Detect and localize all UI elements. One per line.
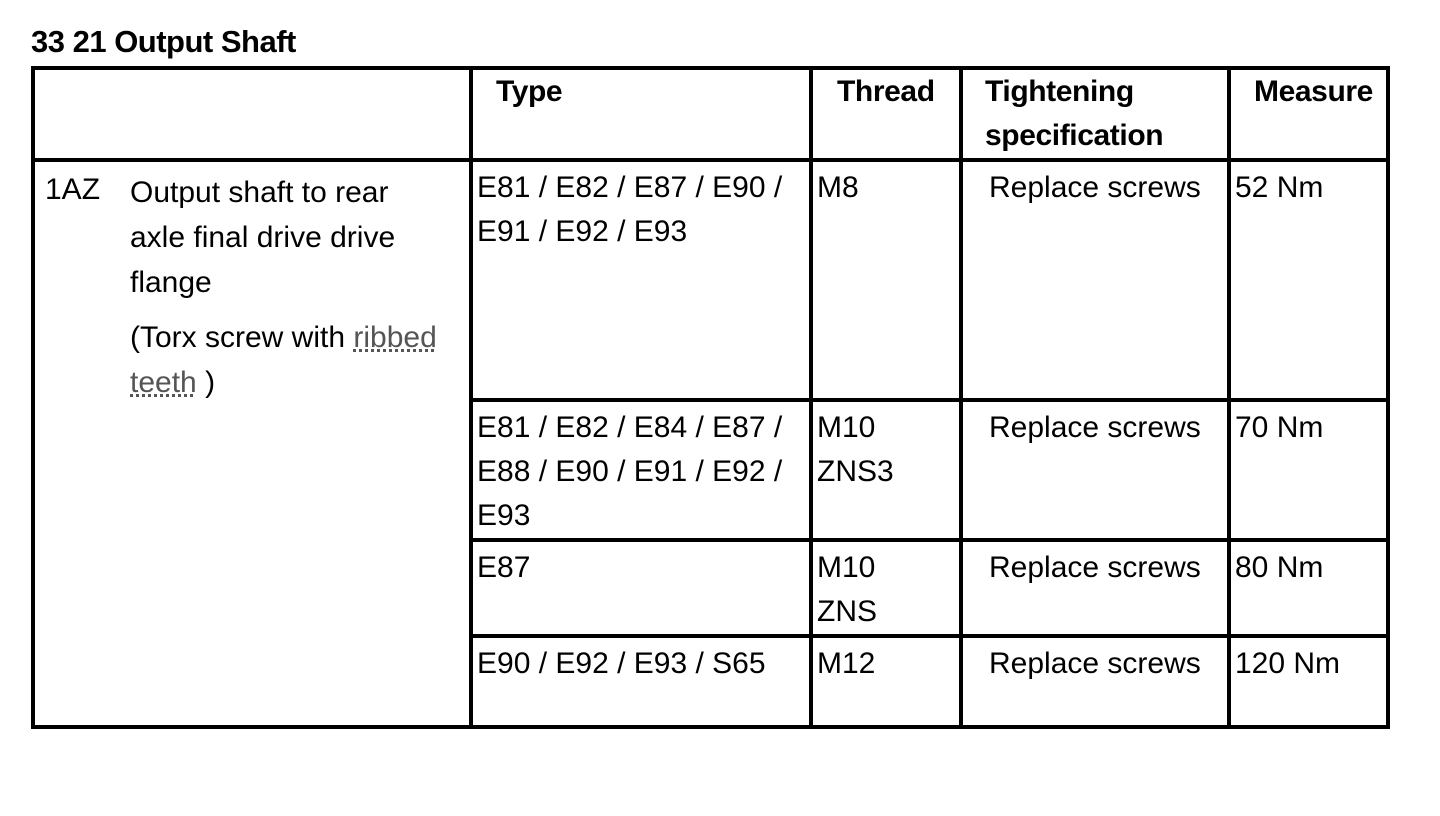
thread-line1: M10 <box>817 551 876 584</box>
note-suffix: ) <box>196 366 216 399</box>
thread-cell <box>811 540 961 636</box>
header-component <box>33 68 471 160</box>
thread-line2: ZNS <box>817 595 877 628</box>
measure-cell: 52 Nm <box>1229 160 1388 400</box>
header-tightening <box>961 68 1229 160</box>
thread-line1: M10 <box>817 411 876 444</box>
measure-cell: 80 Nm <box>1229 540 1388 636</box>
torque-spec-table <box>31 66 1390 729</box>
header-tightening-line1: Tightening <box>985 75 1134 108</box>
header-tightening-line2: specification <box>985 119 1164 152</box>
ribbed-teeth-link[interactable]: ribbed teeth <box>130 321 437 399</box>
note-prefix: (Torx screw with <box>130 321 354 354</box>
type-cell: E87 <box>471 540 811 636</box>
table-header-row <box>33 68 1388 160</box>
type-cell: E81 / E82 / E87 / E90 / E91 / E92 / E93 <box>471 160 811 400</box>
thread-cell <box>811 400 961 540</box>
type-cell: E81 / E82 / E84 / E87 / E88 / E90 / E91 / E92 / E93 <box>471 400 811 540</box>
header-type: Type <box>471 68 811 160</box>
thread-cell <box>811 636 961 727</box>
component-cell <box>33 160 471 727</box>
thread-line2: ZNS3 <box>817 455 894 488</box>
measure-cell: 70 Nm <box>1229 400 1388 540</box>
tightening-cell: Replace screws <box>961 540 1229 636</box>
thread-cell <box>811 160 961 400</box>
measure-cell: 120 Nm <box>1229 636 1388 727</box>
thread-line1: M8 <box>817 171 859 204</box>
thread-line1: M12 <box>817 647 876 680</box>
tightening-cell: Replace screws <box>961 160 1229 400</box>
header-thread: Thread <box>811 68 961 160</box>
page-title: 33 21 Output Shaft <box>31 24 296 59</box>
component-code: 1AZ <box>45 173 101 206</box>
type-cell: E90 / E92 / E93 / S65 <box>471 636 811 727</box>
tightening-cell: Replace screws <box>961 636 1229 727</box>
header-measure: Measure <box>1229 68 1388 160</box>
component-note <box>130 315 450 405</box>
table-row <box>33 160 1388 400</box>
tightening-cell: Replace screws <box>961 400 1229 540</box>
component-description: Output shaft to rear axle final drive drive flange <box>130 176 396 299</box>
